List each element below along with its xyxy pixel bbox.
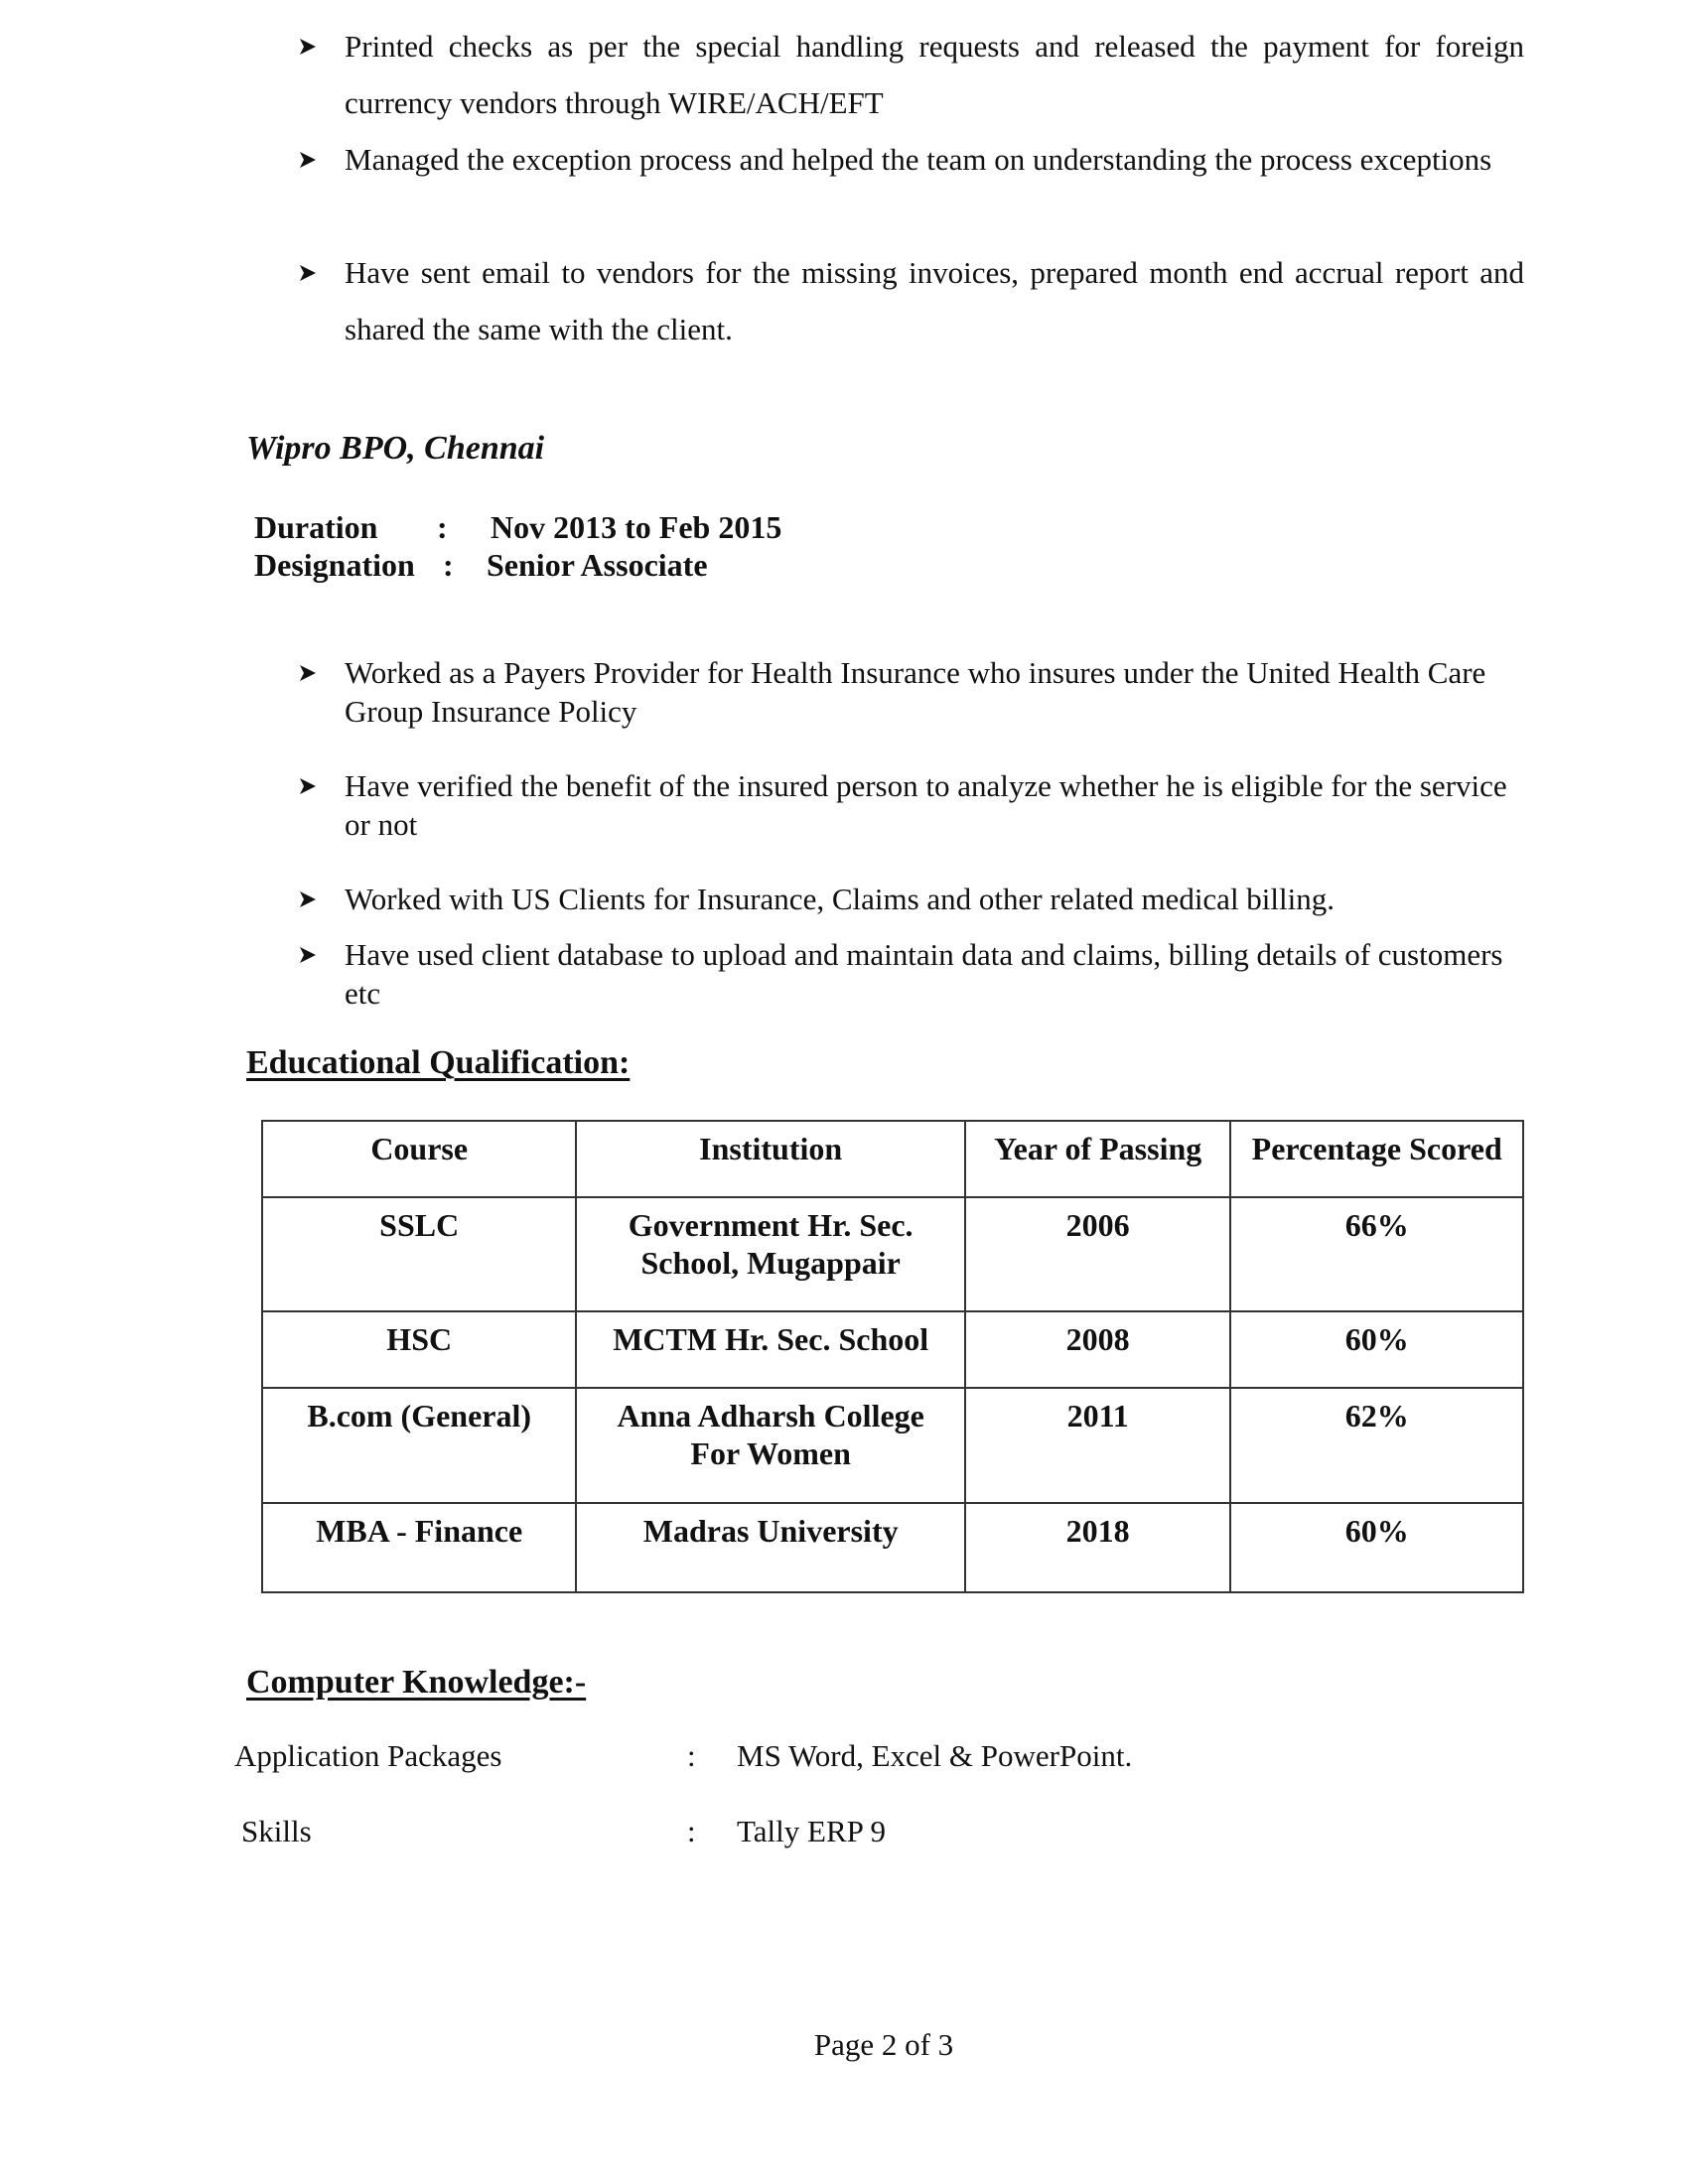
table-row	[262, 1388, 1523, 1503]
arrowhead-bullet-icon	[298, 653, 320, 692]
list-item	[298, 880, 1509, 918]
cell-institution: Anna Adharsh College For Women	[576, 1388, 965, 1503]
table-header-row	[262, 1121, 1523, 1197]
arrowhead-bullet-icon	[298, 131, 320, 188]
application-packages-value: MS Word, Excel & PowerPoint.	[737, 1738, 1133, 1773]
company-heading: Wipro BPO, Chennai	[246, 430, 545, 467]
cell-year: 2008	[965, 1311, 1230, 1388]
cell-course: SSLC	[262, 1197, 576, 1311]
arrowhead-bullet-icon	[298, 880, 320, 918]
duration-separator: :	[437, 509, 448, 545]
cell-institution: MCTM Hr. Sec. School	[576, 1311, 965, 1388]
skills-label: Skills	[241, 1814, 312, 1848]
column-header-year: Year of Passing	[965, 1121, 1230, 1197]
designation-label: Designation	[254, 547, 415, 583]
arrowhead-bullet-icon	[298, 935, 320, 974]
cell-percentage: 66%	[1230, 1197, 1523, 1311]
duration-value: Nov 2013 to Feb 2015	[491, 509, 782, 545]
arrowhead-bullet-icon	[298, 766, 320, 805]
list-item	[298, 244, 1524, 357]
bullet-text: Printed checks as per the special handling requests and released the payment for foreign currency vendors through WIRE/ACH/EFT	[345, 29, 1524, 120]
application-packages-label: Application Packages	[234, 1738, 502, 1773]
bullet-text: Worked as a Payers Provider for Health Insurance who insures under the United Health Care Group Insurance Policy	[345, 655, 1486, 729]
education-section-title: Educational Qualification:	[246, 1044, 631, 1081]
table-row	[262, 1503, 1523, 1592]
page-number: Page 2 of 3	[813, 2027, 954, 2062]
cell-year: 2006	[965, 1197, 1230, 1311]
designation-separator: :	[443, 547, 454, 583]
cell-percentage: 62%	[1230, 1388, 1523, 1503]
cell-percentage: 60%	[1230, 1311, 1523, 1388]
skills-value: Tally ERP 9	[737, 1814, 886, 1848]
application-packages-separator: :	[687, 1738, 696, 1773]
arrowhead-bullet-icon	[298, 244, 320, 301]
list-item	[298, 18, 1524, 131]
list-item	[298, 653, 1509, 731]
duration-label: Duration	[254, 509, 378, 545]
table-row	[262, 1197, 1523, 1311]
cell-institution: Government Hr. Sec. School, Mugappair	[576, 1197, 965, 1311]
column-header-percentage: Percentage Scored	[1230, 1121, 1523, 1197]
arrowhead-bullet-icon	[298, 18, 320, 74]
computer-knowledge-title: Computer Knowledge:-	[246, 1664, 587, 1701]
bullet-text: Have used client database to upload and maintain data and claims, billing details of customers etc	[345, 937, 1503, 1011]
list-item	[298, 766, 1509, 844]
bullet-text: Have verified the benefit of the insured person to analyze whether he is eligible for the service or not	[345, 768, 1507, 842]
designation-value: Senior Associate	[487, 547, 708, 583]
cell-course: MBA - Finance	[262, 1503, 576, 1592]
bullet-text: Managed the exception process and helped the team on understanding the process exceptions	[345, 142, 1492, 177]
cell-course: B.com (General)	[262, 1388, 576, 1503]
skills-separator: :	[687, 1814, 696, 1848]
table-row	[262, 1311, 1523, 1388]
column-header-course: Course	[262, 1121, 576, 1197]
cell-year: 2018	[965, 1503, 1230, 1592]
cell-institution: Madras University	[576, 1503, 965, 1592]
cell-course: HSC	[262, 1311, 576, 1388]
bullet-text: Worked with US Clients for Insurance, Claims and other related medical billing.	[345, 882, 1336, 916]
cell-percentage: 60%	[1230, 1503, 1523, 1592]
column-header-institution: Institution	[576, 1121, 965, 1197]
bullet-text: Have sent email to vendors for the missing invoices, prepared month end accrual report and shared the same with the client.	[345, 255, 1524, 346]
list-item	[298, 131, 1524, 188]
list-item	[298, 935, 1509, 1013]
education-table	[261, 1120, 1524, 1593]
cell-year: 2011	[965, 1388, 1230, 1503]
